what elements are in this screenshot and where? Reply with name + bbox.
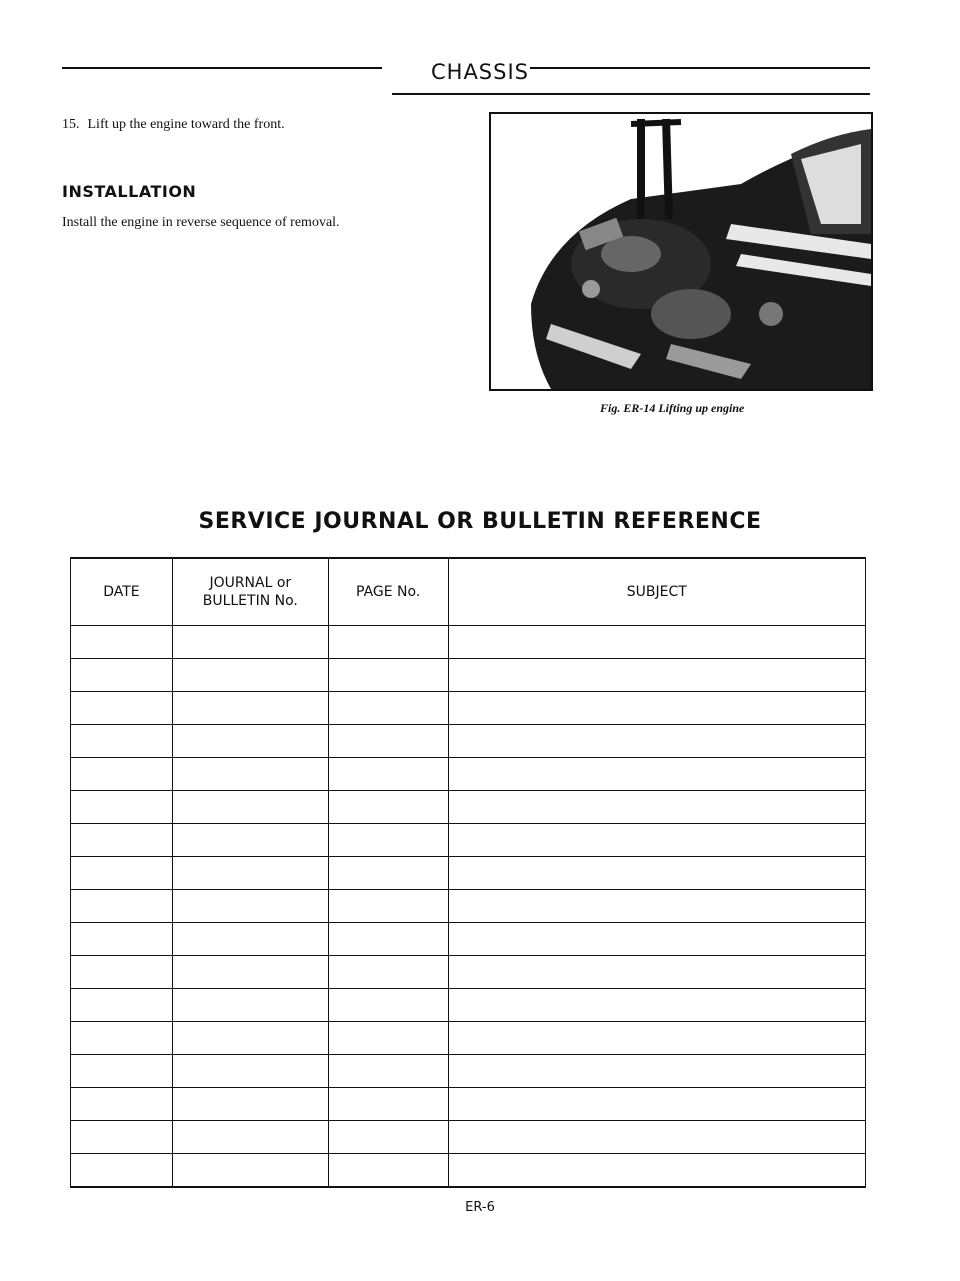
table-cell <box>448 824 865 857</box>
table-cell <box>71 1121 173 1154</box>
table-cell <box>71 923 173 956</box>
table-cell <box>328 758 448 791</box>
column-header-text: DATE <box>103 584 140 600</box>
table-cell <box>328 956 448 989</box>
table-cell <box>172 725 328 758</box>
journal-table <box>70 557 866 1188</box>
table-cell <box>172 1154 328 1188</box>
column-header-date <box>71 558 173 626</box>
table-cell <box>448 956 865 989</box>
table-cell <box>448 857 865 890</box>
table-cell <box>172 1055 328 1088</box>
table-cell <box>448 725 865 758</box>
table-row <box>71 857 866 890</box>
table-cell <box>172 791 328 824</box>
table-cell <box>172 1121 328 1154</box>
table-cell <box>448 1154 865 1188</box>
table-cell <box>71 758 173 791</box>
table-cell <box>328 659 448 692</box>
table-row <box>71 824 866 857</box>
table-row <box>71 1154 866 1188</box>
table-cell <box>328 923 448 956</box>
table-cell <box>172 923 328 956</box>
table-cell <box>328 1088 448 1121</box>
table-cell <box>71 626 173 659</box>
table-cell <box>448 1121 865 1154</box>
table-row <box>71 1088 866 1121</box>
table-cell <box>71 659 173 692</box>
table-cell <box>71 857 173 890</box>
table-row <box>71 659 866 692</box>
table-row <box>71 989 866 1022</box>
table-cell <box>71 692 173 725</box>
table-cell <box>448 659 865 692</box>
table-cell <box>328 791 448 824</box>
page-number: ER-6 <box>465 1200 495 1215</box>
header-rule-bottom <box>392 93 870 95</box>
table-cell <box>71 989 173 1022</box>
table-cell <box>71 1154 173 1188</box>
table-row <box>71 956 866 989</box>
engine-lift-photo <box>489 112 873 391</box>
table-cell <box>172 890 328 923</box>
table-cell <box>71 956 173 989</box>
table-cell <box>328 890 448 923</box>
table-cell <box>448 1055 865 1088</box>
engine-photo-illustration <box>491 114 871 389</box>
installation-text: Install the engine in reverse sequence of removal. <box>62 215 340 230</box>
table-cell <box>328 1055 448 1088</box>
table-cell <box>328 692 448 725</box>
table-row <box>71 692 866 725</box>
column-header-page <box>328 558 448 626</box>
table-cell <box>328 824 448 857</box>
table-cell <box>172 956 328 989</box>
table-cell <box>328 1121 448 1154</box>
column-header-text: JOURNAL or <box>209 575 292 591</box>
section-title: CHASSIS <box>430 60 529 84</box>
table-cell <box>71 1088 173 1121</box>
table-cell <box>172 758 328 791</box>
table-cell <box>328 857 448 890</box>
table-row <box>71 758 866 791</box>
table-cell <box>71 1055 173 1088</box>
figure-caption: Fig. ER-14 Lifting up engine <box>600 401 745 415</box>
table-cell <box>448 791 865 824</box>
table-row <box>71 1055 866 1088</box>
column-header-text: PAGE No. <box>356 584 421 600</box>
table-row <box>71 725 866 758</box>
table-cell <box>71 890 173 923</box>
table-cell <box>172 824 328 857</box>
table-cell <box>71 791 173 824</box>
table-cell <box>448 758 865 791</box>
table-cell <box>172 857 328 890</box>
table-cell <box>172 659 328 692</box>
table-cell <box>448 692 865 725</box>
step-text: Lift up the engine toward the front. <box>87 117 285 132</box>
installation-heading: INSTALLATION <box>62 182 197 201</box>
table-cell <box>328 1022 448 1055</box>
table-cell <box>448 1088 865 1121</box>
table-cell <box>448 626 865 659</box>
table-cell <box>448 1022 865 1055</box>
journal-title: SERVICE JOURNAL OR BULLETIN REFERENCE <box>198 509 762 534</box>
table-cell <box>172 1088 328 1121</box>
journal-header-row <box>71 558 866 626</box>
table-cell <box>448 890 865 923</box>
table-cell <box>71 824 173 857</box>
table-cell <box>172 692 328 725</box>
step-number: 15. <box>62 117 80 132</box>
table-cell <box>328 725 448 758</box>
table-cell <box>71 1022 173 1055</box>
journal-body <box>71 626 866 1188</box>
table-row <box>71 890 866 923</box>
table-row <box>71 626 866 659</box>
table-row <box>71 1022 866 1055</box>
table-cell <box>328 626 448 659</box>
table-cell <box>328 989 448 1022</box>
table-row <box>71 1121 866 1154</box>
step-15 <box>62 117 285 133</box>
column-header-text: SUBJECT <box>626 584 687 600</box>
column-header-journal-bulletin <box>172 558 328 626</box>
table-cell <box>71 725 173 758</box>
table-cell <box>172 1022 328 1055</box>
table-row <box>71 791 866 824</box>
table-cell <box>448 989 865 1022</box>
table-cell <box>172 989 328 1022</box>
table-row <box>71 923 866 956</box>
table-cell <box>448 923 865 956</box>
table-cell <box>328 1154 448 1188</box>
column-header-subject <box>448 558 865 626</box>
column-header-text: BULLETIN No. <box>202 593 298 609</box>
table-cell <box>172 626 328 659</box>
